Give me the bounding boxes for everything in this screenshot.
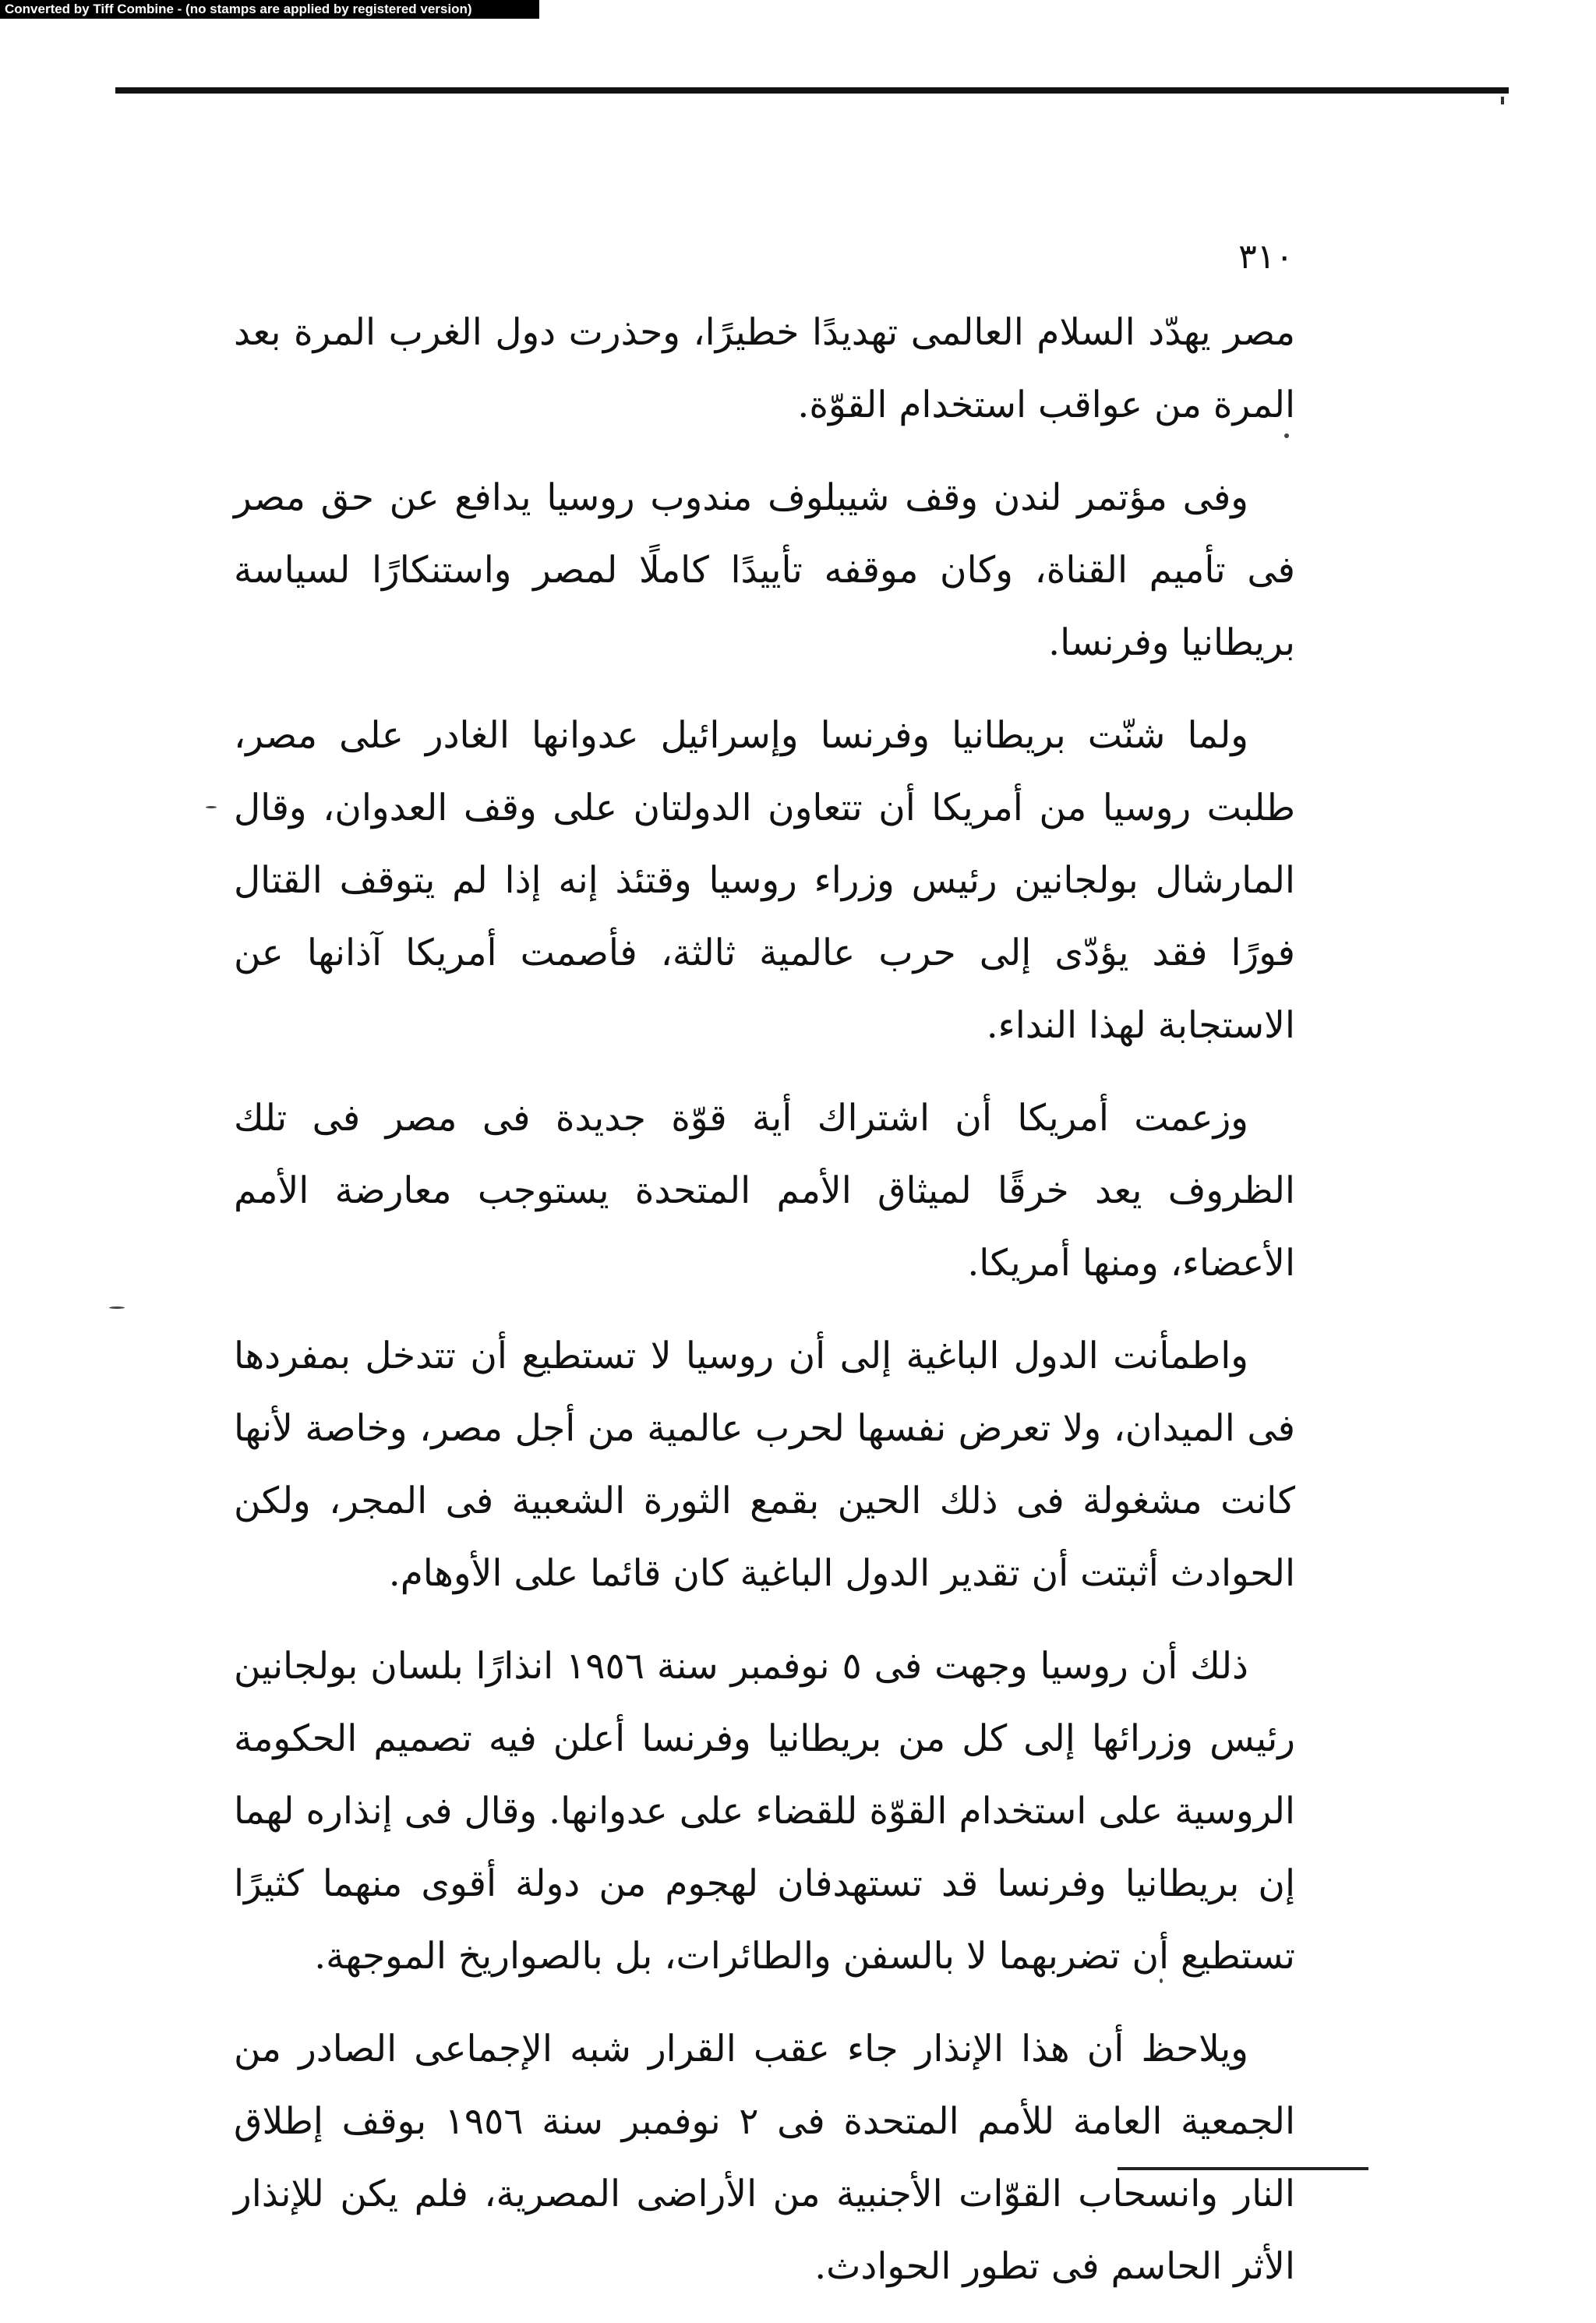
paragraph: ولما شنّت بريطانيا وفرنسا وإسرائيل عدوانها الغادر على مصر، طلبت روسيا من أمريكا أن تتعاون الدولتان على وقف العدوان، وقال المارشال بولجانين رئيس وزراء روسيا وقتئذ إنه إذا لم يتوقف القتال فورًا فقد يؤدّى إلى حرب عالمية ثالثة، فأصمت أمريكا آذانها عن الاستجابة لهذا النداء.	[234, 714, 1295, 1047]
top-rule-tick	[1501, 97, 1504, 104]
paragraph: وزعمت أمريكا أن اشتراك أية قوّة جديدة فى مصر فى تلك الظروف يعد خرقًا لميثاق الأمم المتحدة يستوجب معارضة الأمم الأعضاء، ومنها أمريكا.	[234, 1097, 1295, 1285]
body-text	[234, 296, 1295, 2323]
page-number: ٣١٠	[1238, 237, 1294, 277]
scan-speck	[1160, 1978, 1163, 1983]
paragraph: ويلاحظ أن هذا الإنذار جاء عقب القرار شبه الإجماعى الصادر من الجمعية العامة للأمم المتحدة فى ٢ نوفمبر سنة ١٩٥٦ بوقف إطلاق النار وانسحاب القوّات الأجنبية من الأراضى المصرية، فلم يكن للإنذار الأثر الحاسم فى تطور الحوادث.	[234, 2028, 1295, 2288]
scan-speck	[206, 806, 217, 808]
top-rule	[115, 87, 1509, 94]
scan-speck	[109, 1306, 125, 1309]
paragraph: وفى مؤتمر لندن وقف شيبلوف مندوب روسيا يدافع عن حق مصر فى تأميم القناة، وكان موقفه تأييدًا كاملًا لمصر واستنكارًا لسياسة بريطانيا وفرنسا.	[234, 476, 1295, 664]
converter-banner: Converted by Tiff Combine - (no stamps are applied by registered version)	[0, 0, 539, 19]
paragraph: واطمأنت الدول الباغية إلى أن روسيا لا تستطيع أن تتدخل بمفردها فى الميدان، ولا تعرض نفسها لحرب عالمية من أجل مصر، وخاصة لأنها كانت مشغولة فى ذلك الحين بقمع الثورة الشعبية فى المجر، ولكن الحوادث أثبتت أن تقدير الدول الباغية كان قائما على الأوهام.	[234, 1335, 1295, 1595]
bottom-rule	[1118, 2167, 1368, 2170]
paragraph: مصر يهدّد السلام العالمى تهديدًا خطيرًا، وحذرت دول الغرب المرة بعد المرة من عواقب استخدام القوّة.	[234, 311, 1295, 426]
paragraph: ذلك أن روسيا وجهت فى ٥ نوفمبر سنة ١٩٥٦ انذارًا بلسان بولجانين رئيس وزرائها إلى كل من بريطانيا وفرنسا أعلن فيه تصميم الحكومة الروسية على استخدام القوّة للقضاء على عدوانها. وقال فى إنذاره لهما إن بريطانيا وفرنسا قد تستهدفان لهجوم من دولة أقوى منهما كثيرًا تستطيع أن تضربهما لا بالسفن والطائرات، بل بالصواريخ الموجهة.	[234, 1645, 1295, 1978]
scan-speck	[1284, 433, 1289, 438]
